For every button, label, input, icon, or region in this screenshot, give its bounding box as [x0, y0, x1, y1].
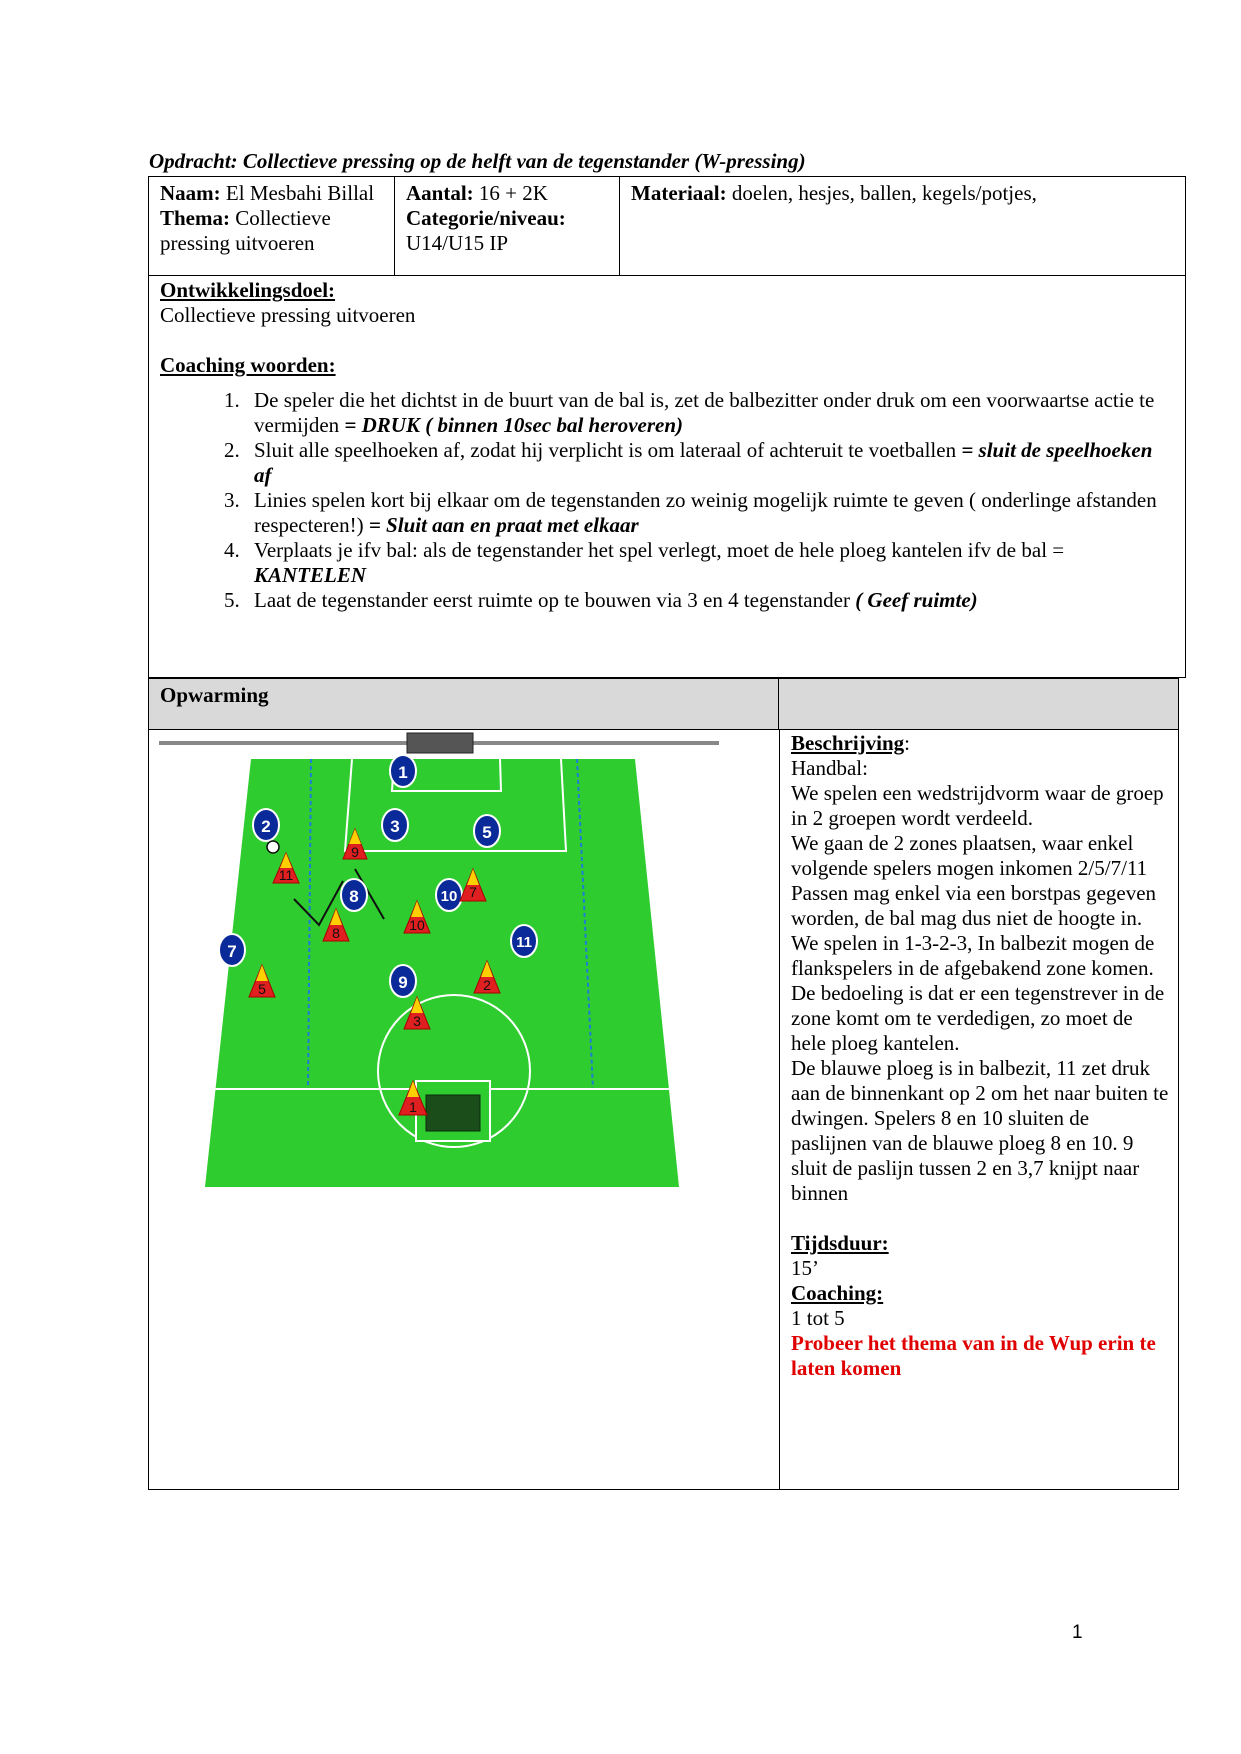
- opwarming-header-row: [148, 678, 1179, 730]
- thema-label: Thema:: [160, 206, 230, 230]
- svg-text:11: 11: [516, 934, 532, 951]
- list-item: 4. Verplaats je ifv bal: als de tegenstander het spel verlegt, moet de hele ploeg kantelen ifv de bal = KANTELEN: [245, 538, 1174, 588]
- page-title: Opdracht: Collectieve pressing op de helft van de tegenstander (W-pressing): [149, 149, 806, 173]
- list-item: 2. Sluit alle speelhoeken af, zodat hij verplicht is om lateraal of achteruit te voetballen = sluit de speelhoeken af: [245, 438, 1174, 488]
- coaching-label: Coaching:: [791, 1281, 884, 1305]
- svg-text:8: 8: [332, 925, 340, 941]
- list-item: 5. Laat de tegenstander eerst ruimte op te bouwen via 3 en 4 tegenstander ( Geef ruimte): [245, 588, 1174, 613]
- beschrijving-line: De blauwe ploeg is in balbezit, 11 zet druk aan de binnenkant op 2 om het naar buiten te dwingen. Spelers 8 en 10 sluiten de paslijnen van de blauwe ploeg 8 en 10. 9 sluit de paslijn tussen 2 en 3,7 knijpt naar binnen: [791, 1056, 1169, 1205]
- coaching-value: 1 tot 5: [791, 1306, 845, 1330]
- tijdsduur-label: Tijdsduur:: [791, 1231, 889, 1255]
- svg-text:1: 1: [409, 1099, 417, 1115]
- blue-player: [341, 879, 367, 911]
- aantal-categorie-cell: [395, 177, 620, 276]
- beschrijving-cell: Beschrijving: Handbal: We spelen een wedstrijdvorm waar de groep in 2 groepen wordt verdeeld. We gaan de 2 zones plaatsen, waar enkel volgende spelers mogen inkomen 2/5/7/11 Passen mag enkel via een borstpas gegeven worden, de bal mag dus niet de hoogte in. We spelen in 1-3-2-3, In balbezit mogen de flankspelers in de afgebakend zone komen. De bedoeling is dat er een tegenstrever in de zone komt om te verdedigen, zo moet de hele ploeg kantelen. De blauwe ploeg is in balbezit, 11 zet druk aan de binnenkant op 2 om het naar buiten te dwingen. Spelers 8 en 10 sluiten de paslijnen van de blauwe ploeg 8 en 10. 9 sluit de paslijn tussen 2 en 3,7 knijpt naar binnen Tijdsduur: 15’ Coaching: 1 tot 5 Probeer het thema van in de Wup erin te laten komen: [791, 731, 1169, 1380]
- ontwikkelingsdoel-text: Collectieve pressing uitvoeren: [160, 303, 416, 327]
- svg-text:2: 2: [483, 977, 491, 993]
- ball-icon: [267, 841, 279, 853]
- aantal-label: Aantal:: [406, 181, 474, 205]
- naam-label: Naam:: [160, 181, 221, 205]
- svg-text:1: 1: [398, 763, 408, 782]
- naam-value: El Mesbahi Billal: [225, 181, 375, 205]
- coaching-red-note: Probeer het thema van in de Wup erin te laten komen: [791, 1331, 1156, 1380]
- svg-text:2: 2: [261, 817, 271, 836]
- top-goal: [407, 733, 473, 753]
- beschrijving-line: Passen mag enkel via een borstpas gegeven worden, de bal mag dus niet de hoogte in.: [791, 881, 1157, 930]
- page-number: 1: [1072, 1622, 1083, 1643]
- svg-text:5: 5: [258, 981, 266, 997]
- doel-coaching-section: [148, 275, 1186, 678]
- blue-player: [474, 815, 500, 847]
- materiaal-label: Materiaal:: [631, 181, 727, 205]
- svg-text:11: 11: [278, 867, 294, 883]
- thema-value: Collectieve pressing uitvoeren: [160, 206, 331, 255]
- svg-text:10: 10: [440, 888, 458, 905]
- svg-text:3: 3: [390, 817, 400, 836]
- opwarming-header: Opwarming: [149, 679, 779, 729]
- list-item: 3. Linies spelen kort bij elkaar om de tegenstanden zo weinig mogelijk ruimte te geven ( onderlinge afstanden respecteren!) = Sluit aan en praat met elkaar: [245, 488, 1174, 538]
- svg-text:8: 8: [349, 887, 359, 906]
- ontwikkelingsdoel-label: Ontwikkelingsdoel:: [160, 278, 336, 302]
- opwarming-body: [148, 729, 1179, 1490]
- materiaal-value: doelen, hesjes, ballen, kegels/potjes,: [731, 181, 1037, 205]
- svg-text:3: 3: [413, 1013, 421, 1029]
- naam-thema-cell: [149, 177, 395, 276]
- tijdsduur-value: 15’: [791, 1256, 819, 1280]
- beschrijving-line: We spelen een wedstrijdvorm waar de groep in 2 groepen wordt verdeeld.: [791, 781, 1164, 830]
- pitch-cell: [149, 729, 780, 1489]
- coaching-woorden-label: Coaching woorden:: [160, 353, 336, 377]
- svg-text:7: 7: [469, 884, 477, 900]
- info-table: [148, 176, 1186, 276]
- blue-player: [219, 934, 245, 966]
- svg-text:10: 10: [409, 917, 425, 933]
- blue-player: [511, 925, 537, 957]
- svg-text:9: 9: [398, 973, 408, 992]
- beschrijving-line: We spelen in 1-3-2-3, In balbezit mogen de flankspelers in de afgebakend zone komen. De bedoeling is dat er een tegenstrever in de zone komt om te verdedigen, zo moet de hele ploeg kantelen.: [791, 931, 1165, 1055]
- blue-player: [390, 755, 416, 787]
- pitch-diagram: [159, 729, 729, 1189]
- blue-player: [253, 809, 279, 841]
- categorie-label: Categorie/niveau:: [406, 206, 566, 230]
- beschrijving-line: We gaan de 2 zones plaatsen, waar enkel volgende spelers mogen inkomen 2/5/7/11: [791, 831, 1148, 880]
- svg-text:7: 7: [227, 942, 237, 961]
- beschrijving-label: Beschrijving: [791, 731, 905, 755]
- materiaal-cell: [620, 177, 1186, 276]
- blue-player: [382, 809, 408, 841]
- blue-player: [436, 879, 462, 911]
- categorie-value: U14/U15 IP: [406, 231, 509, 255]
- beschrijving-line: Handbal:: [791, 756, 868, 780]
- bottom-goal: [426, 1095, 480, 1131]
- list-item: 1. De speler die het dichtst in de buurt van de bal is, zet de balbezitter onder druk om een voorwaartse actie te vermijden = DRUK ( binnen 10sec bal heroveren): [245, 388, 1174, 438]
- svg-text:9: 9: [351, 844, 359, 860]
- coaching-list: [160, 388, 1174, 613]
- svg-text:5: 5: [482, 823, 492, 842]
- aantal-value: 16 + 2K: [478, 181, 548, 205]
- blue-player: [390, 965, 416, 997]
